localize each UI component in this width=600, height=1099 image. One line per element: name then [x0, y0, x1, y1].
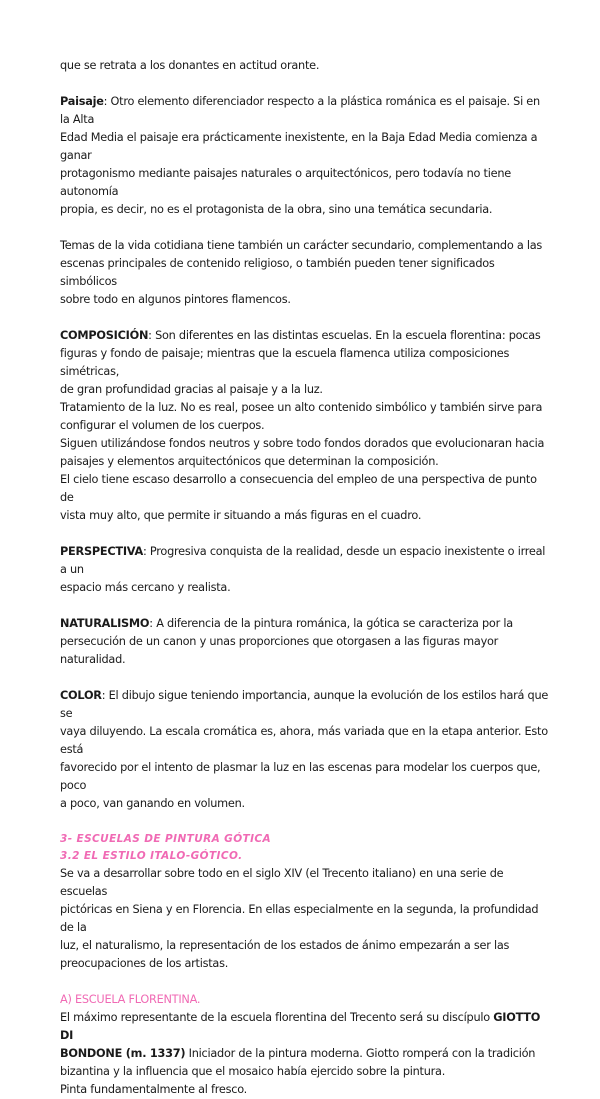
paragraph-color: COLOR: El dibujo sigue teniendo importancia, aunque la evolución de los estilos hará que se vaya diluyendo. La escala cromática es, ahora, más variada que en la etapa anterior. Esto está favorecido por el intento de plasmar la luz en las escenas para modelar los cuerpos que, poco a poco, van ganando en volumen.	[60, 687, 550, 813]
term-bondone: BONDONE (m. 1337)	[60, 1047, 186, 1060]
escuela-florentina-heading: A) ESCUELA FLORENTINA.	[60, 993, 201, 1006]
term-naturalismo: NATURALISMO	[60, 617, 150, 630]
paragraph-composicion: COMPOSICIÓN: Son diferentes en las distintas escuelas. En la escuela florentina: pocas figuras y fondo de paisaje; mientras que la escuela flamenca utiliza composiciones simétricas, de gran profundidad gracias al paisaje y a la luz. Tratamiento de la luz. No es real, posee un alto contenido simbólico y también sirve para configurar el volumen de los cuerpos. Siguen utilizándose fondos neutros y sobre todo fondos dorados que evolucionaran hacia paisajes y elementos arquitectónicos que determinan la composición. El cielo tiene escaso desarrollo a consecuencia del empleo de una perspectiva de punto de vista muy alto, que permite ir situando a más figuras en el cuadro.	[60, 327, 550, 525]
paragraph-perspectiva: PERSPECTIVA: Progresiva conquista de la realidad, desde un espacio inexistente o irreal a un espacio más cercano y realista.	[60, 543, 550, 597]
text-line: luz, el naturalismo, la representación de los estados de ánimo empezarán a ser las	[60, 939, 510, 952]
text-line: A diferencia de la pintura románica, la gótica se caracteriza por la	[156, 617, 513, 630]
text-line: Son diferentes en las distintas escuelas. En la escuela florentina: pocas	[155, 329, 541, 342]
text-line: El dibujo sigue teniendo importancia, aunque la evolución de los estilos hará que se	[60, 689, 549, 720]
text-line: Edad Media el paisaje era prácticamente inexistente, en la Baja Edad Media comienza a ganar	[60, 131, 538, 162]
paragraph-florentina	[60, 1009, 550, 1099]
paragraph-intro: que se retrata a los donantes en actitud orante.	[60, 59, 320, 72]
text-line: preocupaciones de los artistas.	[60, 957, 229, 970]
text-line: Progresiva conquista de la realidad, desde un espacio inexistente o irreal a un	[60, 545, 546, 576]
text-line: escenas principales de contenido religioso, o también pueden tener significados simbólicos	[60, 257, 495, 288]
text-line: persecución de un canon y unas proporciones que otorgasen a las figuras mayor naturalidad.	[60, 635, 499, 666]
text-line: paisajes y elementos arquitectónicos que determinan la composición.	[60, 455, 439, 468]
document-body	[60, 57, 550, 1099]
text-line: bizantina y la influencia que el mosaico había ejercido sobre la pintura.	[60, 1065, 446, 1078]
term-giotto: GIOTTO DI	[60, 1011, 541, 1042]
text-line: a poco, van ganando en volumen.	[60, 797, 245, 810]
text-line: pictóricas en Siena y en Florencia. En ellas especialmente en la segunda, la profundidad de la	[60, 903, 539, 934]
text-line: Pinta fundamentalmente al fresco.	[60, 1083, 248, 1096]
text-line: propia, es decir, no es el protagonista de la obra, sino una temática secundaria.	[60, 203, 493, 216]
text-line: Otro elemento diferenciador respecto a la plástica románica es el paisaje. Si en la Alta	[60, 95, 540, 126]
term-paisaje: Paisaje	[60, 95, 104, 108]
term-composicion: COMPOSICIÓN	[60, 329, 149, 342]
text-line: El máximo representante de la escuela florentina del Trecento será su discípulo	[60, 1011, 490, 1024]
text-line: vaya diluyendo. La escala cromática es, ahora, más variada que en la etapa anterior. Esto está	[60, 725, 548, 756]
text-line: configurar el volumen de los cuerpos.	[60, 419, 265, 432]
paragraph-naturalismo: NATURALISMO: A diferencia de la pintura románica, la gótica se caracteriza por la persecución de un canon y unas proporciones que otorgasen a las figuras mayor naturalidad.	[60, 615, 550, 669]
text-line: Iniciador de la pintura moderna. Giotto romperá con la tradición	[188, 1047, 536, 1060]
text-line: espacio más cercano y realista.	[60, 581, 231, 594]
text-line: Siguen utilizándose fondos neutros y sobre todo fondos dorados que evolucionaran hacia	[60, 437, 545, 450]
text-line: figuras y fondo de paisaje; mientras que la escuela flamenca utiliza composiciones simétricas,	[60, 347, 510, 378]
subsection-heading: 3.2 EL ESTILO ITALO-GÓTICO.	[60, 850, 243, 862]
text-line: de gran profundidad gracias al paisaje y a la luz.	[60, 383, 323, 396]
term-perspectiva: PERSPECTIVA	[60, 545, 143, 558]
paragraph-temas	[60, 237, 550, 309]
section-heading: 3- ESCUELAS DE PINTURA GÓTICA	[60, 833, 272, 845]
term-color: COLOR	[60, 689, 102, 702]
text-line: protagonismo mediante paisajes naturales o arquitectónicos, pero todavía no tiene autonomía	[60, 167, 511, 198]
text-line: El cielo tiene escaso desarrollo a consecuencia del empleo de una perspectiva de punto de	[60, 473, 537, 504]
paragraph-italo-gotico	[60, 865, 550, 973]
text-line: Tratamiento de la luz. No es real, posee un alto contenido simbólico y también sirve para	[60, 401, 543, 414]
text-line: vista muy alto, que permite ir situando a más figuras en el cuadro.	[60, 509, 422, 522]
text-line: Se va a desarrollar sobre todo en el siglo XIV (el Trecento italiano) en una serie de escuelas	[60, 867, 504, 898]
text-line: sobre todo en algunos pintores flamencos.	[60, 293, 291, 306]
text-line: Temas de la vida cotidiana tiene también un carácter secundario, complementando a las	[60, 239, 543, 252]
text-line: favorecido por el intento de plasmar la luz en las escenas para modelar los cuerpos que, poco	[60, 761, 541, 792]
paragraph-paisaje: Paisaje: Otro elemento diferenciador respecto a la plástica románica es el paisaje. Si en la Alta Edad Media el paisaje era prácticamente inexistente, en la Baja Edad Media comienza a ganar protagonismo mediante paisajes naturales o arquitectónicos, pero todavía no tiene autonomía propia, es decir, no es el protagonista de la obra, sino una temática secundaria.	[60, 93, 550, 219]
